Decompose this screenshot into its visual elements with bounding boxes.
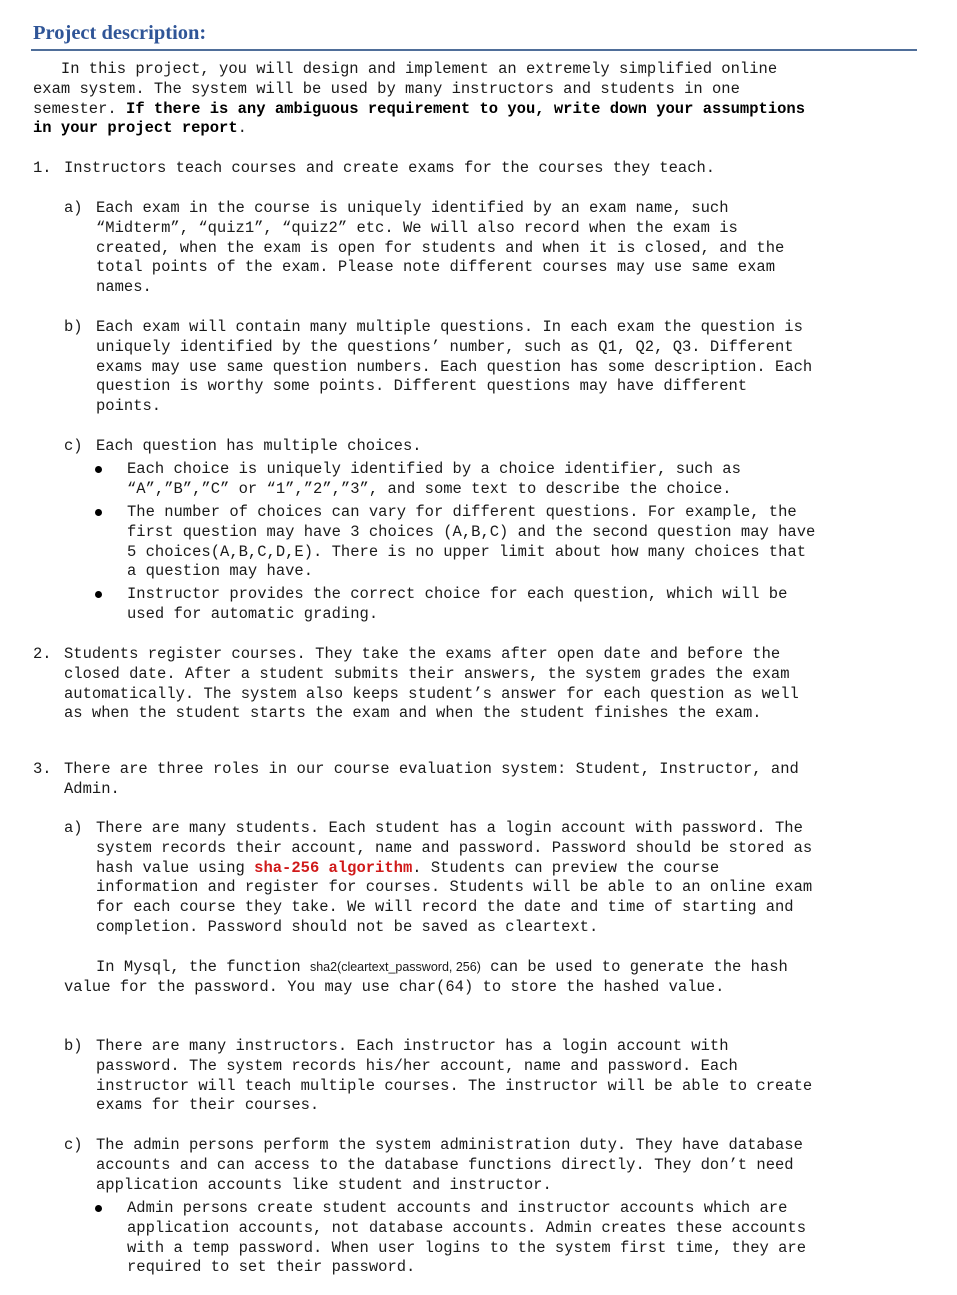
mysql-note-line: value for the password. You may use char(64) to store the hashed value.: [64, 977, 725, 996]
section-3c-line: application accounts like student and instructor.: [96, 1175, 552, 1194]
section-2-number: 2.: [33, 645, 52, 663]
section-1b-line: question is worthy some points. Different questions may have different: [96, 377, 748, 396]
section-1a-label: a): [64, 199, 83, 217]
intro-line: [33, 119, 805, 139]
intro-text: semester.: [33, 99, 127, 118]
bullet-icon: [95, 509, 102, 516]
bullet-line: Instructor provides the correct choice for each question, which will be: [127, 585, 788, 603]
section-2-line: closed date. After a student submits their answers, the system grades the exam: [64, 664, 790, 683]
section-3c-line: accounts and can access to the database functions directly. They don’t need: [96, 1155, 794, 1174]
section-1c-label: c): [64, 437, 83, 455]
bullet-line: 5 choices(A,B,C,D,E). There is no upper limit about how many choices that: [127, 542, 807, 561]
mysql-note-text-end: can be used to generate the hash: [480, 958, 788, 976]
bullet-icon: [95, 591, 102, 598]
section-1a-line: total points of the exam. Please note different courses may use same exam: [96, 258, 776, 277]
intro-paragraph: [33, 60, 805, 139]
section-1a-line: created, when the exam is open for students and when it is closed, and the: [96, 238, 785, 257]
section-3b-line: instructor will teach multiple courses. The instructor will be able to create: [96, 1076, 813, 1095]
section-3a-text: [96, 819, 812, 938]
sha256-highlight: sha-256 algorithm: [254, 858, 413, 877]
mysql-note-line: [64, 958, 788, 978]
bullet-line: a question may have.: [127, 562, 314, 581]
bullet-line: used for automatic grading.: [127, 604, 379, 623]
section-3a-label: a): [64, 819, 83, 837]
section-3a-line: information and register for courses. Students will be able to an online exam: [96, 878, 813, 897]
section-2-line: automatically. The system also keeps student’s answer for each question as well: [64, 684, 799, 703]
hash-text-end: . Students can preview the course: [412, 858, 720, 877]
intro-assumption-note: If there is any ambiguous requirement to you, write down your assumptions: [126, 99, 806, 118]
section-3a-line: There are many students. Each student has a login account with password. The: [96, 819, 803, 837]
bullet-line: application accounts, not database accounts. Admin creates these accounts: [127, 1218, 807, 1237]
hash-text: hash value using: [96, 858, 255, 877]
bullet-line: with a temp password. When user logins to the system first time, they are: [127, 1238, 807, 1257]
bullet-item: [127, 460, 741, 500]
intro-assumption-note-end: in your project report: [33, 119, 238, 138]
section-2-line: as when the student starts the exam and when the student finishes the exam.: [64, 704, 762, 723]
section-2-line: Students register courses. They take the exams after open date and before the: [64, 645, 781, 663]
heading-underline: [31, 49, 917, 51]
section-3-text: [64, 760, 799, 800]
bullet-icon: [95, 466, 102, 473]
section-1c-text: [96, 437, 422, 457]
section-3c-label: c): [64, 1136, 83, 1154]
mysql-note-text: In Mysql, the function: [96, 958, 310, 976]
section-2-text: [64, 645, 799, 724]
section-3a-line: [96, 859, 812, 879]
section-1-number: 1.: [33, 159, 52, 177]
section-3a-line: for each course they take. We will record the date and time of starting and: [96, 898, 794, 917]
section-1b-label: b): [64, 318, 83, 336]
section-1c-line: Each question has multiple choices.: [96, 437, 422, 455]
section-3-line: There are three roles in our course evaluation system: Student, Instructor, and: [64, 760, 799, 778]
mysql-note: [64, 958, 788, 998]
page-title: Project description:: [33, 22, 207, 44]
section-3b-label: b): [64, 1037, 83, 1055]
intro-period: .: [237, 119, 247, 138]
bullet-line: Admin persons create student accounts and instructor accounts which are: [127, 1199, 788, 1217]
section-3-number: 3.: [33, 760, 52, 778]
section-3c-line: The admin persons perform the system administration duty. They have database: [96, 1136, 803, 1154]
section-1b-line: uniquely identified by the questions’ number, such as Q1, Q2, Q3. Different: [96, 337, 794, 356]
section-1-line: Instructors teach courses and create exams for the courses they teach.: [64, 159, 716, 177]
section-3b-line: password. The system records his/her account, name and password. Each: [96, 1056, 738, 1075]
section-3b-line: There are many instructors. Each instructor has a login account with: [96, 1037, 729, 1055]
bullet-line: required to set their password.: [127, 1258, 416, 1277]
bullet-line: “A”,”B”,”C” or “1”,”2”,”3”, and some text to describe the choice.: [127, 479, 732, 498]
section-1b-line: points.: [96, 397, 162, 416]
intro-line: [33, 100, 805, 120]
section-1a-line: names.: [96, 278, 152, 297]
section-3b-line: exams for their courses.: [96, 1096, 320, 1115]
section-1b-line: Each exam will contain many multiple questions. In each exam the question is: [96, 318, 803, 336]
bullet-line: first question may have 3 choices (A,B,C) and the second question may have: [127, 522, 816, 541]
bullet-icon: [95, 1205, 102, 1212]
section-3c-text: [96, 1136, 803, 1195]
bullet-line: The number of choices can vary for different questions. For example, the: [127, 503, 797, 521]
section-1b-line: exams may use same question numbers. Each question has some description. Each: [96, 357, 813, 376]
section-1a-line: “Midterm”, “quiz1”, “quiz2” etc. We will also record when the exam is: [96, 218, 738, 237]
section-3a-line: completion. Password should not be saved as cleartext.: [96, 917, 599, 936]
bullet-line: Each choice is uniquely identified by a choice identifier, such as: [127, 460, 741, 478]
section-1a-text: [96, 199, 784, 298]
intro-line: In this project, you will design and implement an extremely simplified online: [33, 60, 778, 78]
bullet-item: [127, 585, 787, 625]
section-3b-text: [96, 1037, 812, 1116]
bullet-item: [127, 1199, 806, 1278]
section-3a-line: system records their account, name and password. Password should be stored as: [96, 838, 813, 857]
section-1b-text: [96, 318, 812, 417]
section-3-line: Admin.: [64, 779, 120, 798]
section-1a-line: Each exam in the course is uniquely identified by an exam name, such: [96, 199, 729, 217]
bullet-item: [127, 503, 815, 582]
intro-line: exam system. The system will be used by many instructors and students in one: [33, 79, 740, 98]
sha2-function-code: sha2(cleartext_password, 256): [309, 960, 481, 974]
section-1-text: [64, 159, 715, 179]
